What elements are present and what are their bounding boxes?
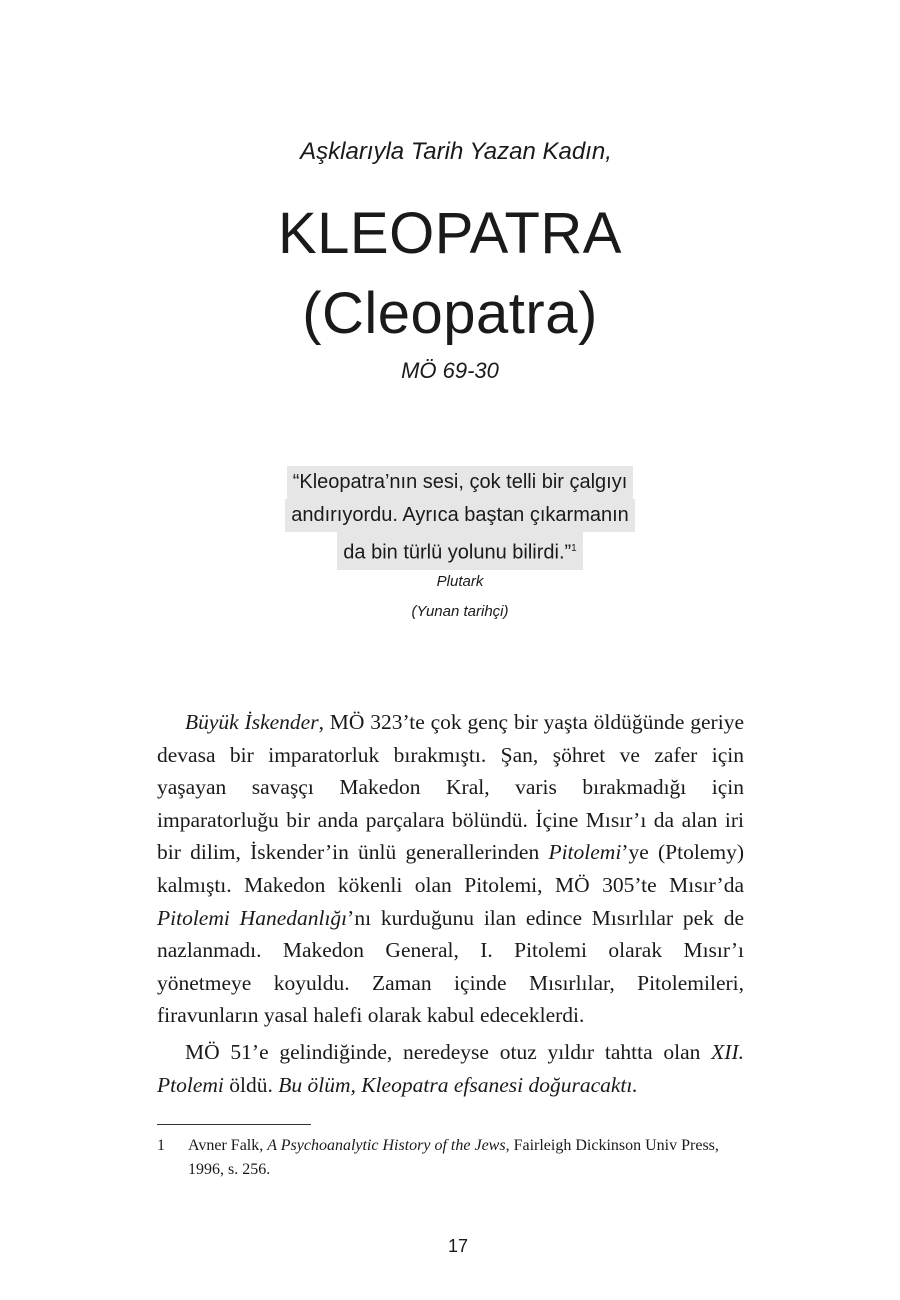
epigraph-line — [285, 499, 635, 532]
italic-term: Pitolemi — [548, 840, 622, 865]
footnote-number: 1 — [157, 1137, 165, 1154]
footnote-divider — [157, 1124, 311, 1125]
chapter-title: KLEOPATRA — [277, 201, 622, 266]
paragraph-text: MÖ 51’e gelindiğinde, neredeyse otuz yıldır tahtta olan — [185, 1039, 712, 1064]
footnote-book-title: A Psychoanalytic History of the Jews — [267, 1137, 506, 1154]
footnote-reference: 1 — [571, 543, 577, 554]
epigraph-quote — [0, 466, 900, 570]
epigraph-line-text: “Kleopatra’nın sesi, çok telli bir çalgıyı — [292, 471, 628, 493]
epigraph-line — [337, 532, 582, 570]
body-text — [157, 706, 744, 1101]
paragraph — [157, 1036, 744, 1101]
paragraph-text: ’ye (Ptolemy) kalmıştı. Makedon kökenli olan Pitolemi, MÖ 305’te Mısır’da — [157, 840, 744, 897]
epigraph-line-text: da bin türlü yolunu bilirdi.” — [343, 541, 572, 564]
epigraph-author-role: (Yunan tarihçi) — [411, 603, 509, 620]
paragraph-text: öldü. — [223, 1072, 279, 1097]
italic-term: Büyük İskender — [185, 710, 319, 734]
epigraph-line — [287, 466, 634, 499]
footnote-text-part: , Fairleigh Dickinson Univ Press, 1996, s. 256. — [188, 1137, 719, 1178]
paragraph — [157, 706, 744, 1032]
footnote-text — [188, 1134, 747, 1182]
epigraph-author: Plutark — [436, 573, 484, 590]
footnote-text-part: Avner Falk, — [188, 1137, 268, 1154]
italic-term: Pitolemi Hanedanlığı — [157, 905, 348, 930]
paragraph-text: , MÖ 323’te çok genç bir yaşta öldüğünde geriye devasa bir imparatorluk bırakmıştı. Şan, şöhret ve zafer için yaşayan savaşçı Makedon Kral, varis bırakmadığı için imparatorluğu bir anda parçalara bölündü. İçine Mısır’ı da alan iri bir dilim, İskender’in ünlü generallerinden — [157, 710, 744, 865]
chapter-dates: MÖ 69-30 — [401, 358, 499, 383]
page-number: 17 — [447, 1236, 469, 1256]
chapter-title-alt: (Cleopatra) — [302, 281, 598, 346]
italic-term: XII. Ptolemi — [157, 1039, 744, 1097]
footnote — [157, 1134, 747, 1182]
paragraph-text: ’nı kurduğunu ilan edince Mısırlılar pek de nazlanmadı. Makedon General, I. Pitolemi olarak Mısır’ı yönetmeye koyuldu. Zaman içinde Mısırlılar, Pitolemileri, firavunların yasal halefi olarak kabul edeceklerdi. — [157, 905, 744, 1028]
epigraph-line-text: andırıyordu. Ayrıca baştan çıkarmanın — [291, 504, 629, 526]
italic-sentence: Bu ölüm, Kleopatra efsanesi doğuracaktı. — [278, 1072, 638, 1097]
chapter-subtitle: Aşklarıyla Tarih Yazan Kadın, — [300, 138, 612, 165]
